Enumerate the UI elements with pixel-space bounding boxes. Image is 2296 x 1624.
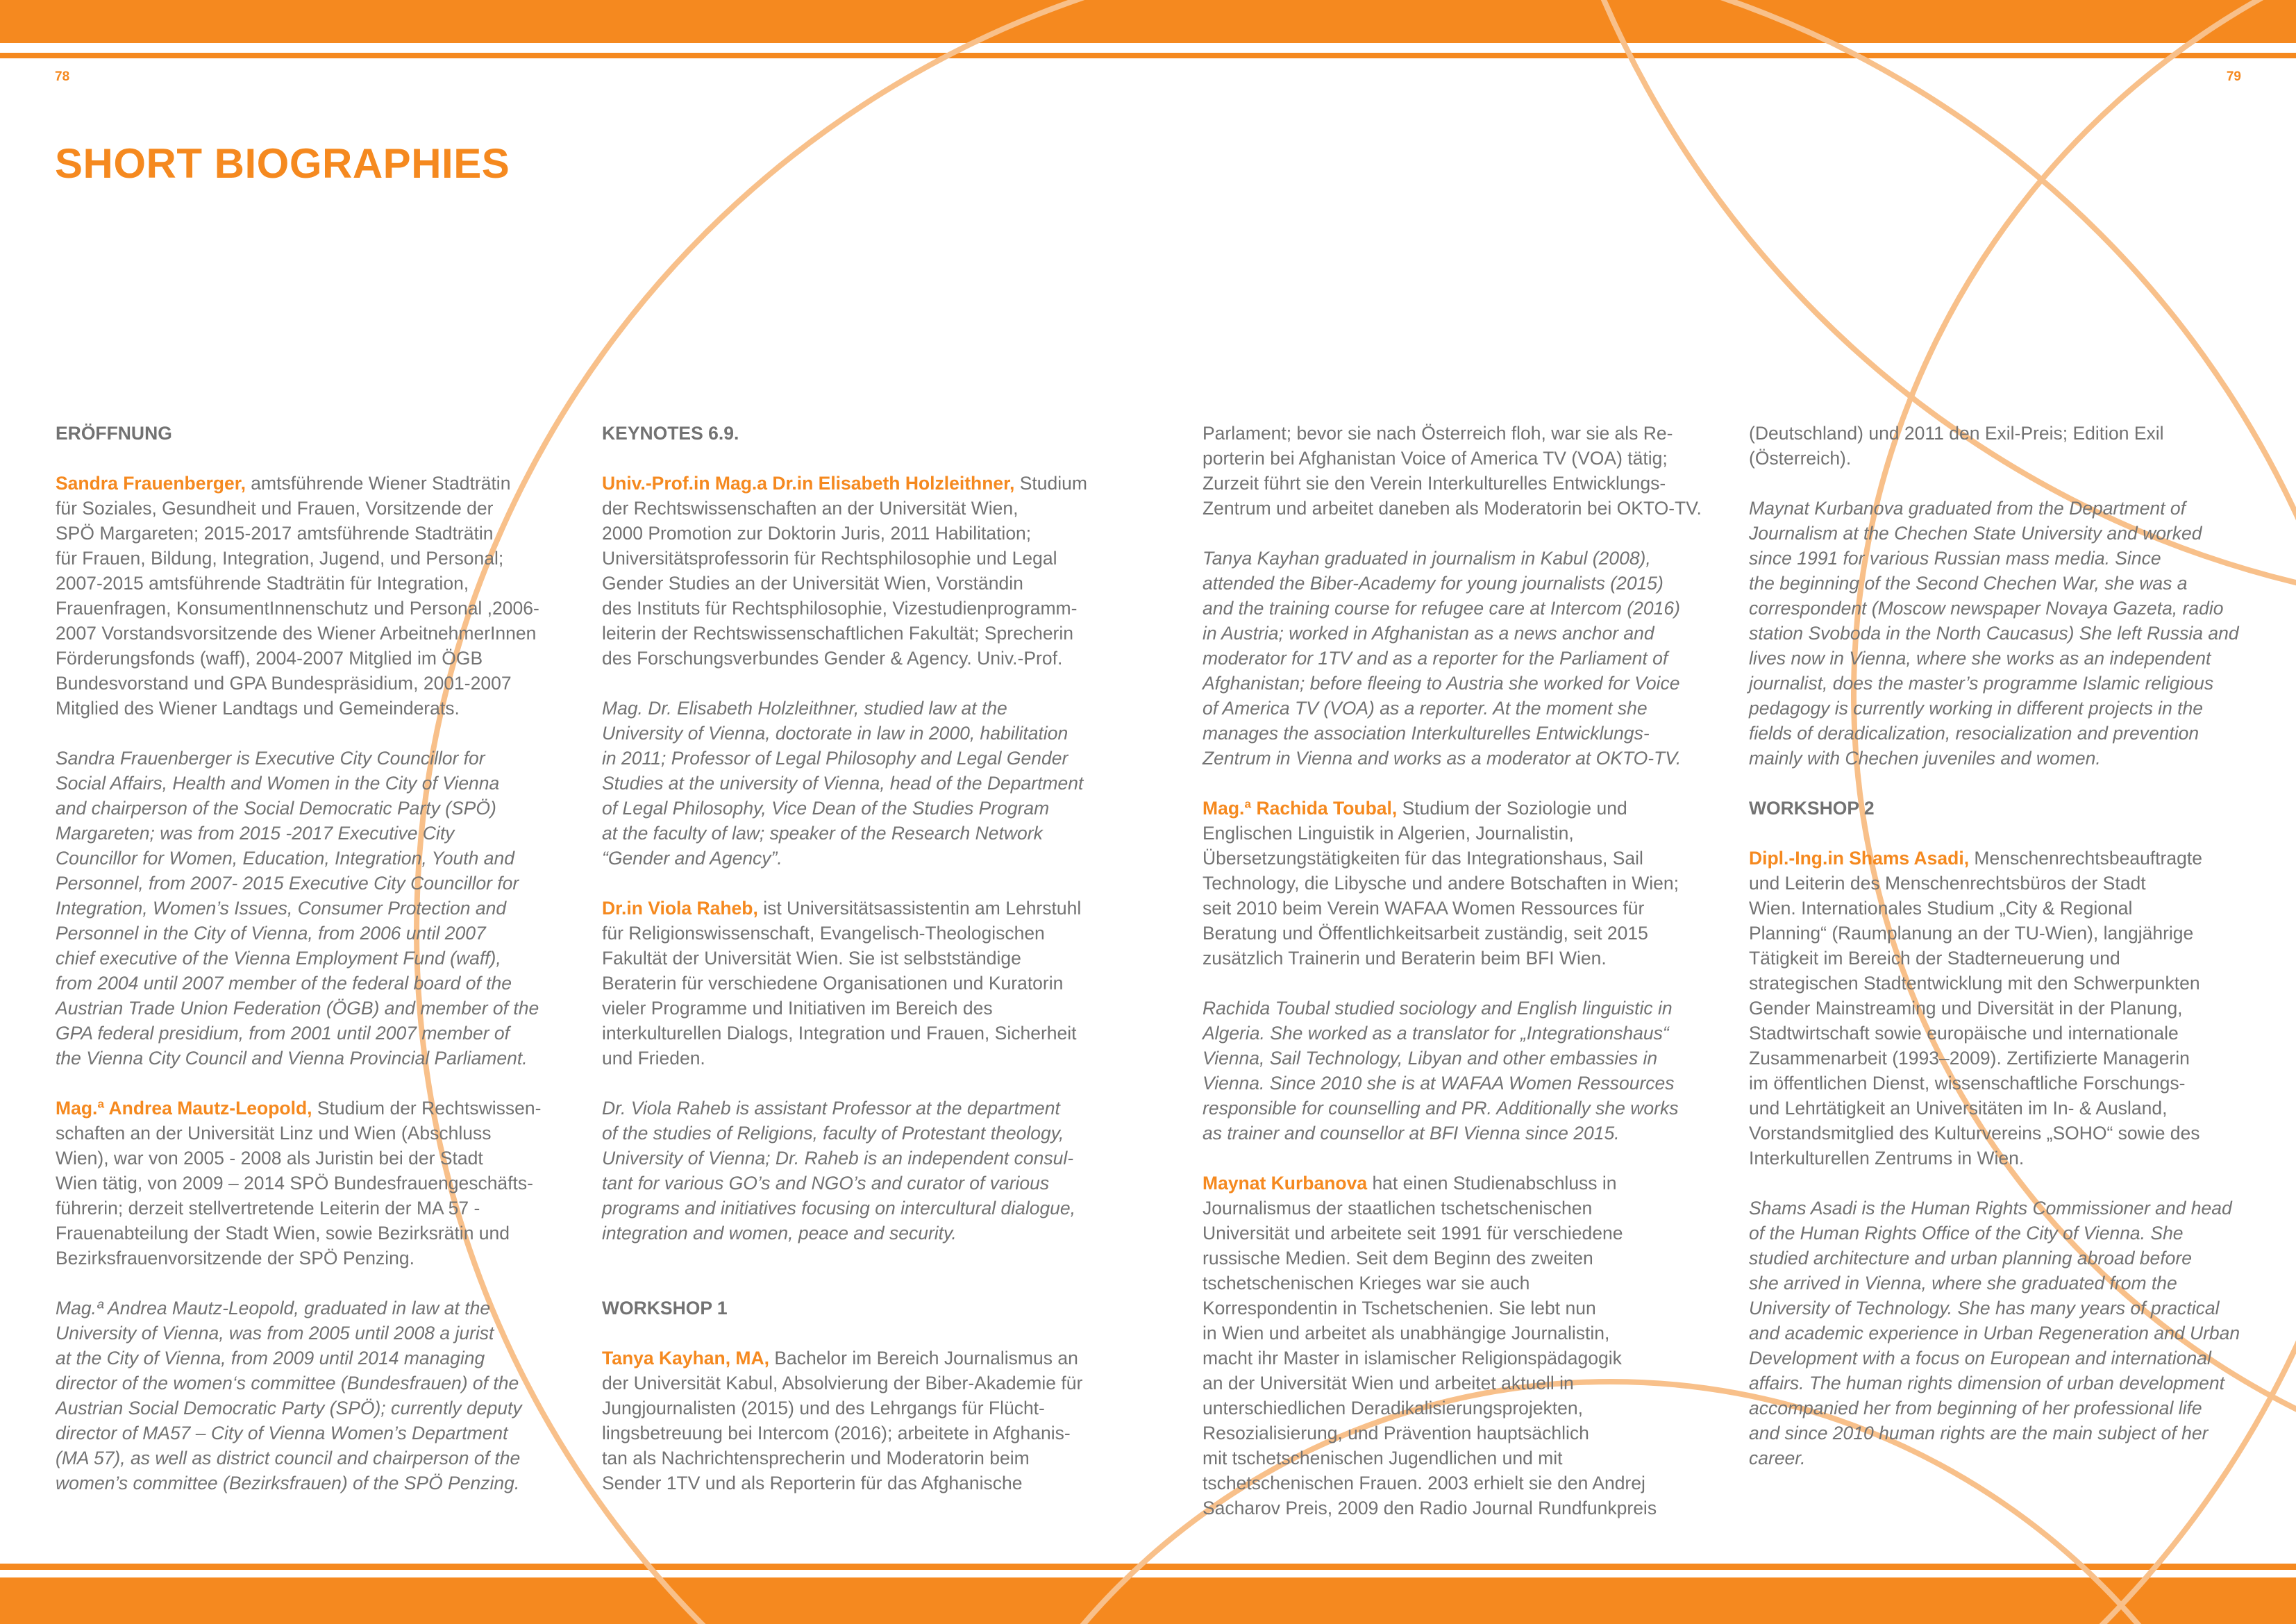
column-1 [56, 421, 583, 1521]
bio-toubal-en: Rachida Toubal studied sociology and English linguistic in Algeria. She worked as a translator for „Integrationshaus“ Vienna, Sail Technology, Libyan and other embassies in Vienna. Since 2010 she is at WAFAA Women Ressources responsible for counselling and PR. Additionally she works as trainer and counsellor at BFI Vienna since 2015. [1203, 998, 1679, 1144]
bio-name: Dr.in Viola Raheb, [602, 898, 758, 919]
section-heading-opening: ERÖFFNUNG [56, 423, 172, 444]
section-heading-keynotes: KEYNOTES 6.9. [602, 423, 739, 444]
bio-text-de: Studium der Soziologie und Englischen Linguistik in Algerien, Journalistin, Übersetzungstätigkeiten für das Integrationshaus, Sail Technology, die Libysche und andere Botschaften in Wien; seit 2010 beim Verein WAFAA Women Ressources für Beratung und Öffentlichkeitsarbeit zuständig, seit 2015 zusätzlich Trainerin und Beraterin beim BFI Wien. [1203, 798, 1679, 969]
bio-name: Mag.ª Andrea Mautz-Leopold, [56, 1098, 312, 1119]
bio-name: Sandra Frauenberger, [56, 473, 246, 494]
bio-toubal-de [1203, 796, 1730, 971]
column-2 [602, 421, 1130, 1521]
bio-text-de: ist Universitätsassistentin am Lehrstuhl für Religionswissenschaft, Evangelisch-Theologischen Fakultät der Universität Wien. Sie ist selbstständige Beraterin für verschiedene Organisationen und Kuratorin vieler Programme und Initiativen im Bereich des interkulturellen Dialogs, Integration und Frauen, Sicherheit und Frieden. [602, 898, 1082, 1069]
bio-raheb-de [602, 896, 1130, 1071]
bio-frauenberger-en: Sandra Frauenberger is Executive City Councillor for Social Affairs, Health and Women in the City of Vienna and chairperson of the Social Democratic Party (SPÖ) Margareten; was from 2015 -2017 Executive City Councillor for Women, Education, Integration, Youth and Personnel, from 2007- 2015 Executive City Councillor for Integration, Women’s Issues, Consumer Protection and Personnel in the City of Vienna, from 2006 until 2007 chief executive of the Vienna Employment Fund (waff), from 2004 until 2007 member of the federal board of the Austrian Trade Union Federation (ÖGB) and member of the GPA federal presidium, from 2001 until 2007 member of the Vienna City Council and Vienna Provincial Parliament. [56, 748, 539, 1069]
bio-kurbanova-en: Maynat Kurbanova graduated from the Department of Journalism at the Chechen State University and worked since 1991 for various Russian mass media. Since the beginning of the Second Chechen War, she was a correspondent (Moscow newspaper Novaya Gazeta, radio station Svoboda in the North Caucasus) She left Russia and lives now in Vienna, where she works as an independent journalist, does the master’s programme Islamic religious pedagogy is currently working in different projects in the fields of deradicalization, resocialization and prevention mainly with Chechen juveniles and women. [1749, 498, 2239, 769]
bio-kayhan-de-continued: Parlament; bevor sie nach Österreich floh, war sie als Re- porterin bei Afghanistan Voice of America TV (VOA) tätig; Zurzeit führt sie den Verein Interkulturelles Entwicklungs- Zentrum und arbeitet daneben als Moderatorin bei OKTO-TV. [1203, 423, 1702, 519]
bio-text-de: Bachelor im Bereich Journalismus an der Universität Kabul, Absolvierung der Biber-Akademie für Jungjournalisten (2015) und des Lehrgangs für Flücht- lingsbetreuung bei Intercom (2016); arbeitete in Afghanis- tan als Nachrichtensprecherin und Moderatorin beim Sender 1TV und als Reporterin für das Afghanische [602, 1348, 1083, 1493]
page-number-left: 78 [55, 69, 70, 84]
bio-text-de: Studium der Rechtswissenschaften an der Universität Wien, 2000 Promotion zur Doktorin Juris, 2011 Habilitation; Universitätsprofessorin für Rechtsphilosophie und Legal Gender Studies an der Universität Wien, Vorständin des Instituts für Rechtsphilosophie, Vizestudienprogramm- leiterin der Rechtswissenschaftlichen Fakultät; Sprecherin des Forschungsverbundes Gender & Agency. Univ.-Prof. [602, 473, 1087, 669]
bio-mautz-de [56, 1096, 583, 1271]
bio-kurbanova-de-continued: (Deutschland) und 2011 den Exil-Preis; Edition Exil (Österreich). [1749, 423, 2164, 469]
bio-raheb-en: Dr. Viola Raheb is assistant Professor at the department of the studies of Religions, faculty of Protestant theology, University of Vienna; Dr. Raheb is an independent consul- tant for various GO’s and NGO’s and curator of various programs and initiatives focusing on intercultural dialogue, integration and women, peace and security. [602, 1098, 1076, 1244]
section-heading-workshop-2: WORKSHOP 2 [1749, 798, 1875, 819]
column-3 [1203, 421, 1730, 1546]
column-4 [1749, 421, 2277, 1496]
bio-mautz-en: Mag.ª Andrea Mautz-Leopold, graduated in law at the University of Vienna, was from 2005 until 2008 a jurist at the City of Vienna, from 2009 until 2014 managing director of the women‘s committee (Bundesfrauen) of the Austrian Social Democratic Party (SPÖ); currently deputy director of MA57 – City of Vienna Women’s Department (MA 57), as well as district council and chairperson of the women’s committee (Bezirksfrauen) of the SPÖ Penzing. [56, 1298, 522, 1493]
bio-kayhan-en: Tanya Kayhan graduated in journalism in Kabul (2008), attended the Biber-Academy for young journalists (2015) and the training course for refugee care at Intercom (2016) in Austria; worked in Afghanistan as a news anchor and moderator for 1TV and as a reporter for the Parliament of Afghanistan; before fleeing to Austria she worked for Voice of America TV (VOA) as a reporter. At the moment she manages the association Interkulturelles Entwicklungs- Zentrum in Vienna and works as a moderator at OKTO-TV. [1203, 548, 1682, 769]
bio-kurbanova-de [1203, 1171, 1730, 1521]
bio-holzleithner-en: Mag. Dr. Elisabeth Holzleithner, studied law at the University of Vienna, doctorate in law in 2000, habilitation in 2011; Professor of Legal Philosophy and Legal Gender Studies at the university of Vienna, head of the Department of Legal Philosophy, Vice Dean of the Studies Program at the faculty of law; speaker of the Research Network “Gender and Agency”. [602, 698, 1084, 869]
bio-holzleithner-de [602, 471, 1130, 671]
bio-frauenberger-de [56, 471, 583, 721]
bio-name: Dipl.-Ing.in Shams Asadi, [1749, 848, 1970, 869]
bio-asadi-de [1749, 846, 2277, 1171]
bio-text-de: Menschenrechtsbeauftragte und Leiterin des Menschenrechtsbüros der Stadt Wien. Internationales Studium „City & Regional Planning“ (Raumplanung an der TU-Wien), langjährige Tätigkeit im Bereich der Stadterneuerung und strategischen Stadtentwicklung mit den Schwerpunkten Gender Mainstreaming und Diversität in der Planung, Stadtwirtschaft sowie europäische und internationale Zusammenarbeit (1993–2009). Zertifizierte Managerin im öffentlichen Dienst, wissenschaftliche Forschungs- und Lehrtätigkeit an Universitäten im In- & Ausland, Vorstandsmitglied des Kulturvereins „SOHO“ sowie des Interkulturellen Zentrums in Wien. [1749, 848, 2202, 1169]
page-title: SHORT BIOGRAPHIES [55, 140, 510, 187]
bio-asadi-en: Shams Asadi is the Human Rights Commissioner and head of the Human Rights Office of the City of Vienna. She studied architecture and urban planning abroad before she arrived in Vienna, where she graduated from the University of Technology. She has many years of practical and academic experience in Urban Regeneration and Urban Development with a focus on European and international affairs. The human rights dimension of urban development accompanied her from beginning of her professional life and since 2010 human rights are the main subject of her career. [1749, 1198, 2240, 1468]
bio-name: Maynat Kurbanova [1203, 1173, 1368, 1194]
bio-name: Tanya Kayhan, MA, [602, 1348, 770, 1368]
bio-text-de: Studium der Rechtswissen- schaften an der Universität Linz und Wien (Abschluss Wien), war von 2005 - 2008 als Juristin bei der Stadt Wien tätig, von 2009 – 2014 SPÖ Bundesfrauengeschäfts- führerin; derzeit stellvertretende Leiterin der MA 57 - Frauenabteilung der Stadt Wien, sowie Bezirksrätin und Bezirksfrauenvorsitzende der SPÖ Penzing. [56, 1098, 542, 1269]
section-heading-workshop-1: WORKSHOP 1 [602, 1298, 728, 1319]
bio-name: Univ.-Prof.in Mag.a Dr.in Elisabeth Holzleithner, [602, 473, 1015, 494]
bio-text-de: amtsführende Wiener Stadträtin für Soziales, Gesundheit und Frauen, Vorsitzende der SPÖ Margareten; 2015-2017 amtsführende Stadträtin für Frauen, Bildung, Integration, Jugend, und Personal; 2007-2015 amtsführende Stadträtin für Integration, Frauenfragen, KonsumentInnenschutz und Personal ,2006- 2007 Vorstandsvorsitzende des Wiener ArbeitnehmerInnen Förderungsfonds (waff), 2004-2007 Mitglied im ÖGB Bundesvorstand und GPA Bundespräsidium, 2001-2007 Mitglied des Wiener Landtags und Gemeinderats. [56, 473, 539, 719]
bio-text-de: hat einen Studienabschluss in Journalismus der staatlichen tschetschenischen Universität und arbeitete seit 1991 für verschiedene russische Medien. Seit dem Beginn des zweiten tschetschenischen Krieges war sie auch Korrespondentin in Tschetschenien. Sie lebt nun in Wien und arbeitet als unabhängige Journalistin, macht ihr Master in islamischer Religionspädagogik an der Universität Wien und arbeitet aktuell in unterschiedlichen Deradikalisierungsprojekten, Resozialisierung, und Prävention hauptsächlich mit tschetschenischen Jugendlichen und mit tschetschenischen Frauen. 2003 erhielt sie den Andrej Sacharov Preis, 2009 den Radio Journal Rundfunkpreis [1203, 1173, 1657, 1518]
bio-kayhan-de [602, 1346, 1130, 1496]
bio-name: Mag.ª Rachida Toubal, [1203, 798, 1398, 819]
page-number-right: 79 [2226, 69, 2241, 84]
